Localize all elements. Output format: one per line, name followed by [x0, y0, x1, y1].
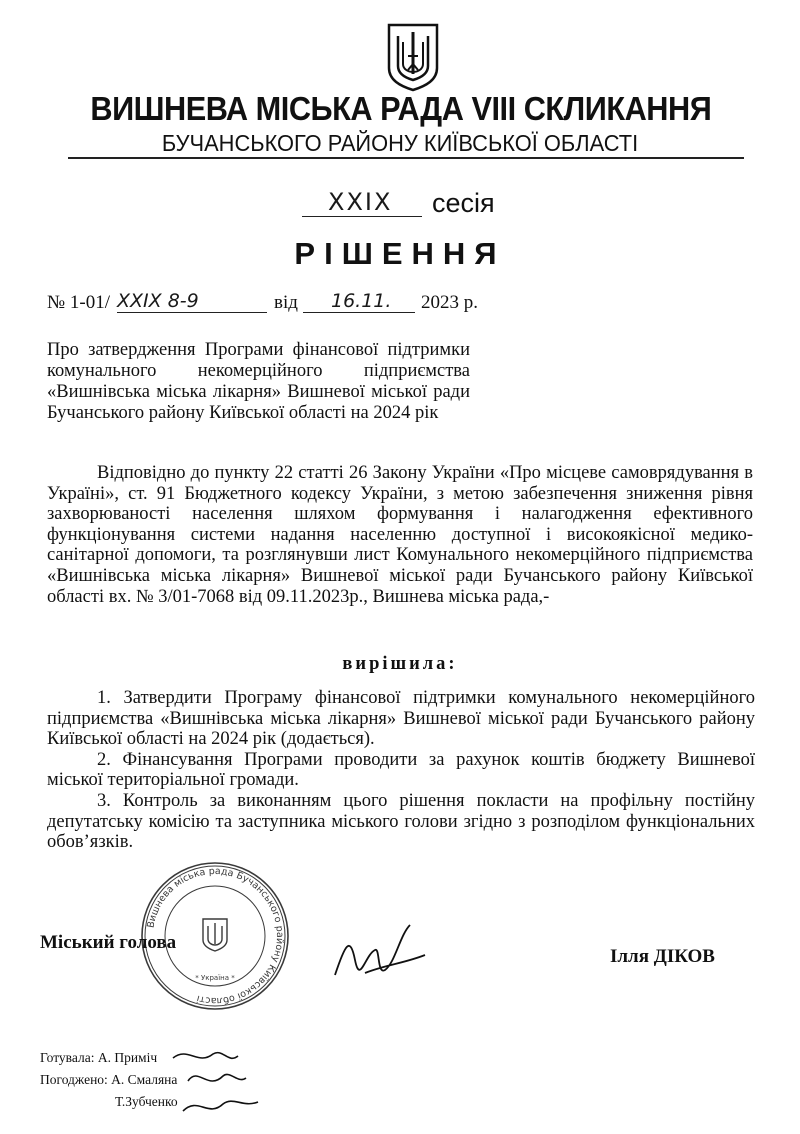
decision-number-value: XXIX 8-9	[117, 290, 199, 312]
approval-signatures	[168, 1036, 278, 1126]
agreed-by-2: Т.Зубченко	[115, 1094, 178, 1109]
signatory-role: Міський голова	[40, 932, 177, 953]
decision-year: 2023 р.	[421, 292, 478, 313]
header-divider	[68, 157, 744, 159]
mayor-signature	[325, 915, 435, 995]
decision-number-row	[47, 292, 507, 320]
decision-item-2: 2. Фінансування Програми проводити за рахунок коштів бюджету Вишневої міської територіальної громади.	[47, 749, 755, 791]
date-label: від	[274, 292, 298, 313]
decision-subject: Про затвердження Програми фінансової підтримки комунального некомерційного підприємства «Вишнівська міська лікарня» Вишневої міської ради Бучанського району Київської області на 2024 рік	[47, 340, 470, 423]
session-number: XXIX	[328, 188, 393, 216]
agreed-by: Погоджено: А. Смаляна	[40, 1072, 178, 1087]
session-line	[300, 188, 600, 222]
coat-of-arms-icon	[386, 22, 440, 92]
document-title: РІШЕННЯ	[294, 236, 506, 271]
svg-text:* Україна *: * Україна *	[195, 974, 235, 982]
decision-number-label: № 1-01/	[47, 292, 110, 313]
district-subheading: БУЧАНСЬКОГО РАЙОНУ КИЇВСЬКОЇ ОБЛАСТІ	[161, 130, 639, 156]
decision-items	[47, 688, 755, 853]
date-underline	[303, 312, 415, 313]
decision-item-1: 1. Затвердити Програму фінансової підтримки комунального некомерційного підприємства «Вишнівська міська лікарня» Вишневої міської ради Бучанського району Київської області на 2024 рік (додається).	[47, 688, 755, 750]
prepared-by: Готувала: А. Приміч	[40, 1050, 158, 1065]
session-underline	[302, 216, 422, 217]
preamble-block	[47, 463, 753, 607]
decision-item-3: 3. Контроль за виконанням цього рішення покласти на профільну постійну депутатську комісію та заступника міського голови згідно з розподілом функціональних обов’язків.	[47, 790, 755, 853]
decision-date-value: 16.11.	[331, 290, 392, 312]
session-label: сесія	[432, 188, 495, 218]
council-name-heading: ВИШНЕВА МІСЬКА РАДА VIII СКЛИКАННЯ	[90, 90, 712, 127]
signatory-name: Ілля ДІКОВ	[610, 946, 715, 967]
decided-heading: вирішила:	[342, 654, 458, 674]
svg-text:Вишнева міська рада Бучанськог: Вишнева міська рада Бучанського району Київської області	[145, 865, 286, 1007]
preamble-text: Відповідно до пункту 22 статті 26 Закону України «Про місцеве самоврядування в Україні», ст. 91 Бюджетного кодексу України, з метою забезпечення зниження рівня захворюваності населення шляхом формування і налагодження ефективного функціонування системи надання населенню доступної і високоякісної медико-санітарної допомоги, та розглянувши лист Комунального некомерційного підприємства «Вишнівська міська лікарня» Вишневої міської ради Бучанського району Київської області вх. № 3/01-7068 від 09.11.2023р., Вишнева міська рада,-	[47, 463, 753, 607]
number-underline	[117, 312, 267, 313]
